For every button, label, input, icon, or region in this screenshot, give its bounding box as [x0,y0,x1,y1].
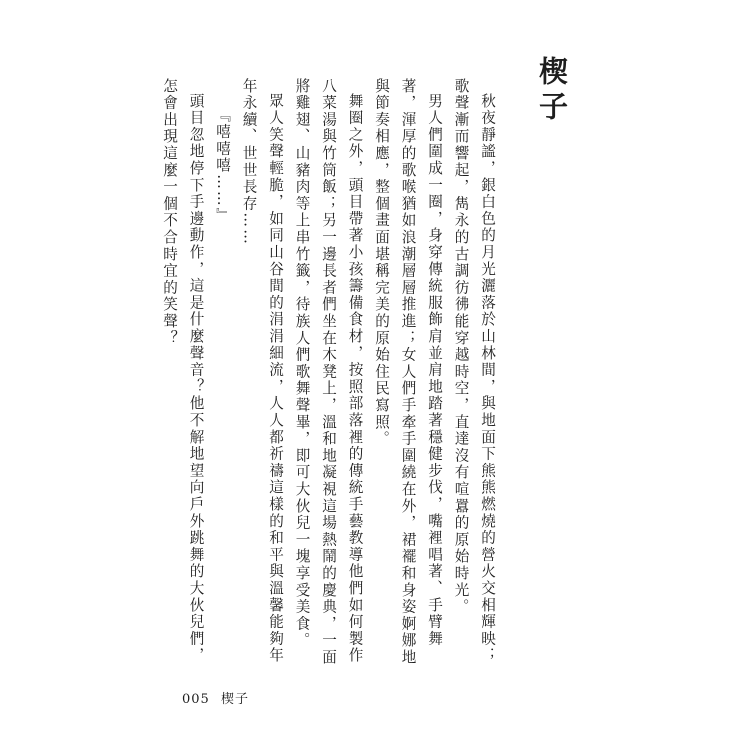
paragraph-4: 眾人笑聲輕脆，如同山谷間的涓涓細流，人人都祈禱這樣的和平與溫馨能夠年年永續、世世長存…… [240,78,284,664]
page-number: 005 [182,692,210,707]
chapter-title: 楔子 [535,56,569,126]
paragraph-3: 舞圈之外，頭目帶著小孩籌備食材，按照部落裡的傳統手藝教導他們如何製作八菜湯與竹筒飯；另一邊長者們坐在木凳上，溫和地凝視這場熱鬧的慶典，一面將雞翅、山豬肉等上串竹籤，待族人們歌舞聲畢，即可大伙兒一塊享受美食。 [293,78,364,666]
paragraph-1: 秋夜靜謐，銀白色的月光灑落於山林間，與地面下熊熊燃燒的營火交相輝映；歌聲漸而響起，雋永的古調彷彿能穿越時空，直達沒有喧囂的原始時光。 [452,78,496,664]
page-footer [182,688,249,707]
paragraph-5-laughter: 『嘻嘻嘻……』 [214,107,231,225]
paragraph-6: 頭目忽地停下手邊動作，這是什麼聲音？他不解地望向戶外跳舞的大伙兒們，怎會出現這麼一個不合時宜的笑聲？ [161,78,205,664]
paragraph-2: 男人們圍成一圈，身穿傳統服飾肩並肩地踏著穩健步伐，嘴裡唱著、手臂舞著，渾厚的歌喉猶如浪潮層層推進；女人們手牽手圍繞在外，裙襬和身姿婀娜地與節奏相應，整個畫面堪稱完美的原始住民寫照。 [373,78,443,666]
running-title: 楔子 [220,692,249,707]
body-text [161,78,500,678]
